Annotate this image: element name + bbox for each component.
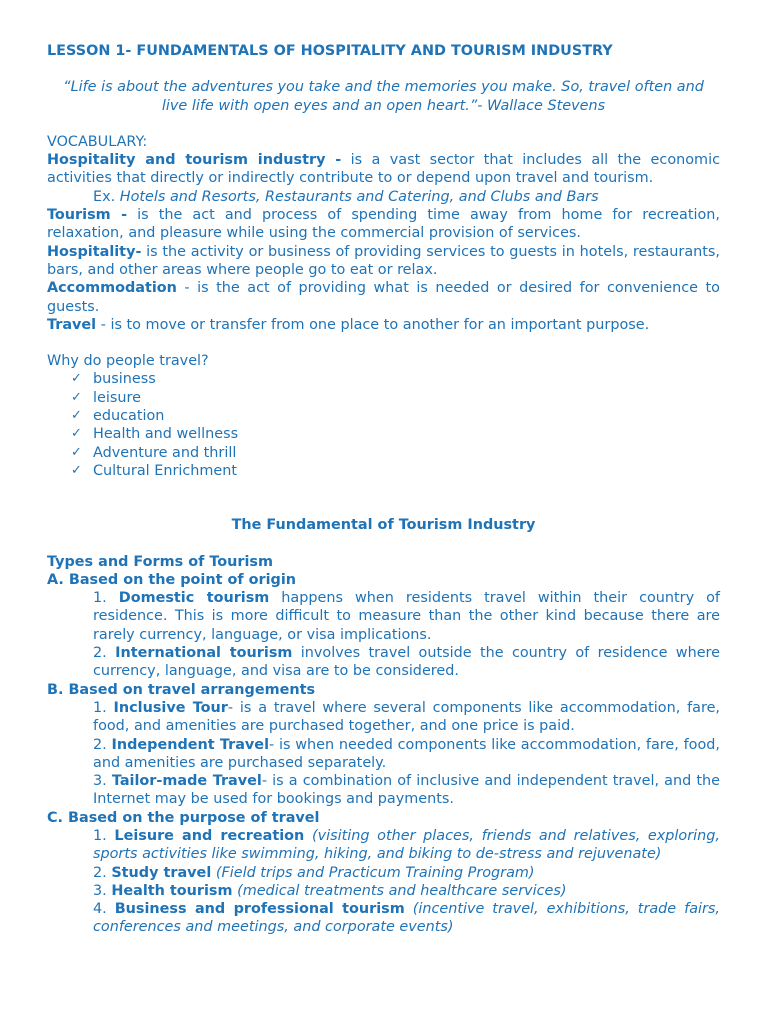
item-term: Business and professional tourism: [114, 901, 405, 918]
types-title: Types and Forms of Tourism: [47, 553, 273, 570]
item-term: Domestic tourism: [118, 590, 270, 607]
item-number: 3.: [93, 773, 112, 790]
why-travel-list: [47, 370, 720, 480]
lesson-title: LESSON 1- FUNDAMENTALS OF HOSPITALITY AND TOURISM INDUSTRY: [47, 43, 613, 59]
type-item: [47, 864, 720, 882]
vocab-definition: - is the act of providing what is needed or desired for convenience to guests.: [47, 280, 720, 315]
type-item: [47, 900, 720, 937]
vocab-term: Hospitality and tourism industry -: [47, 152, 342, 169]
item-text: (incentive travel, exhibitions, trade fairs, conferences and meetings, and corporate events): [93, 901, 720, 936]
vocab-term: Hospitality-: [47, 243, 142, 260]
list-item: [71, 444, 720, 462]
item-term: International tourism: [115, 645, 293, 662]
item-number: 3.: [93, 882, 112, 899]
item-text: (visiting other places, friends and relatives, exploring, sports activities like swimming, hiking, and biking to de-stress and rejuvenate): [93, 827, 720, 863]
item-text: happens when residents travel within their country of residence. This is more difficult to measure than the other kind because there are rarely currency, language, or visa implications.: [93, 590, 720, 643]
quote-author: - Wallace Stevens: [477, 97, 606, 114]
list-item: [71, 389, 720, 407]
type-item: [47, 736, 720, 773]
why-travel-question: Why do people travel?: [47, 353, 209, 370]
list-item: [71, 407, 720, 425]
section-title: The Fundamental of Tourism Industry: [231, 517, 536, 534]
item-text: involves travel outside the country of residence where currency, language, and visa are to be considered.: [93, 645, 720, 680]
type-item: [47, 772, 720, 809]
subsection-c-heading: C. Based on the purpose of travel: [47, 809, 320, 826]
list-item-label: Cultural Enrichment: [93, 462, 238, 479]
item-number: 2.: [93, 864, 112, 881]
item-term: Independent Travel: [111, 736, 269, 753]
item-number: 2.: [93, 645, 116, 662]
checkmark-icon: ✓: [71, 389, 82, 405]
vocab-term: Travel: [47, 316, 97, 333]
subsection-a-heading: A. Based on the point of origin: [47, 571, 297, 588]
checkmark-icon: ✓: [71, 426, 82, 442]
list-item-label: leisure: [93, 389, 141, 406]
list-item: [71, 425, 720, 443]
type-item: [47, 827, 720, 864]
example-label: Ex.: [93, 188, 120, 205]
checkmark-icon: ✓: [71, 444, 82, 460]
subsection-b-heading: B. Based on travel arrangements: [47, 681, 316, 698]
vocab-definition: is a vast sector that includes all the economic activities that directly or indirectly contribute to or depend upon travel and tourism.: [47, 152, 720, 187]
item-text: - is a combination of inclusive and independent travel, and the Internet may be used for bookings and payments.: [93, 773, 721, 808]
checkmark-icon: ✓: [71, 462, 82, 478]
item-text: - is a travel where several components like accommodation, fare, food, and amenities are purchased together, and one price is paid.: [93, 699, 720, 735]
item-term: Health tourism: [111, 882, 233, 899]
checkmark-icon: ✓: [71, 408, 82, 424]
vocab-term: Accommodation: [47, 280, 177, 297]
vocab-tourism: [47, 206, 720, 243]
item-number: 1.: [93, 827, 115, 844]
list-item-label: education: [93, 408, 165, 425]
vocab-definition: - is to move or transfer from one place to another for an important purpose.: [96, 316, 650, 333]
item-text: - is when needed components like accommodation, fare, food, and amenities are purchased separately.: [93, 736, 720, 771]
vocab-hospitality: [47, 243, 720, 280]
item-term: Study travel: [111, 864, 212, 881]
item-text: (medical treatments and healthcare services): [232, 882, 567, 899]
item-number: 1.: [93, 699, 114, 716]
item-number: 2.: [93, 736, 112, 753]
vocab-definition: is the act and process of spending time away from home for recreation, relaxation, and pleasure while using the commercial provision of services.: [47, 207, 720, 242]
item-term: Leisure and recreation: [114, 827, 305, 844]
type-item: [47, 589, 720, 644]
type-item: [47, 644, 720, 681]
vocab-definition: is the activity or business of providing services to guests in hotels, restaurants, bars, and other areas where people go to eat or relax.: [47, 243, 720, 278]
item-term: Inclusive Tour: [113, 699, 228, 716]
list-item: [71, 462, 720, 480]
quote-text: “Life is about the adventures you take and the memories you make. So, travel often and live life with open eyes and an open heart.”: [63, 79, 704, 114]
vocab-term: Tourism -: [47, 207, 128, 224]
vocab-hospitality-tourism: [47, 151, 720, 188]
example-text: Hotels and Resorts, Restaurants and Catering, and Clubs and Bars: [119, 188, 599, 205]
vocab-travel: [47, 316, 720, 334]
item-number: 4.: [93, 901, 115, 918]
quote: [47, 78, 720, 115]
checkmark-icon: ✓: [71, 371, 82, 387]
vocab-accommodation: [47, 279, 720, 316]
vocab-example: [47, 188, 720, 206]
list-item-label: business: [93, 371, 156, 388]
item-text: (Field trips and Practicum Training Program): [211, 864, 535, 881]
list-item: [71, 370, 720, 388]
type-item: [47, 699, 720, 736]
item-term: Tailor-made Travel: [111, 773, 262, 790]
type-item: [47, 882, 720, 900]
list-item-label: Adventure and thrill: [93, 444, 237, 461]
item-number: 1.: [93, 590, 119, 607]
vocabulary-heading: VOCABULARY:: [47, 133, 148, 150]
list-item-label: Health and wellness: [93, 426, 239, 443]
